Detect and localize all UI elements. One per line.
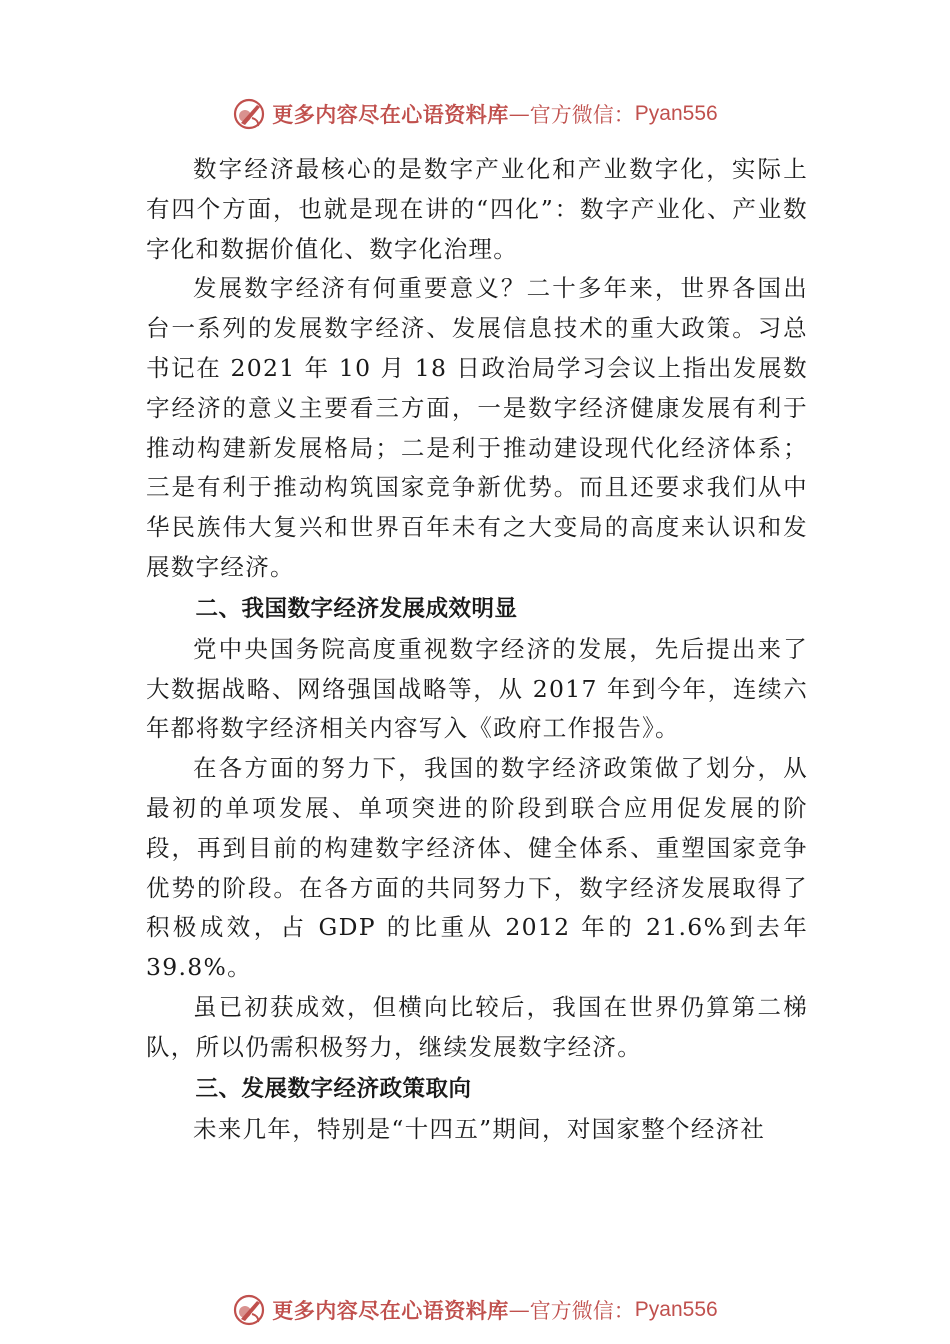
paragraph-significance: 发展数字经济有何重要意义？二十多年来，世界各国出台一系列的发展数字经济、发展信息技术的重大政策。习总书记在 2021 年 10 月 18 日政治局学习会议上指出发展数字经济的意义主要看三方面，一是数字经济健康发展有利于推动构建新发展格局；二是利于推动建设现代化经济体系；三是有利于推动构筑国家竞争新优势。而且还要求我们从中华民族伟大复兴和世界百年未有之大变局的高度来认识和发展数字经济。 [146,274,808,581]
brand-logo-icon [232,1293,266,1327]
paragraph-central-government: 党中央国务院高度重视数字经济的发展，先后提出来了大数据战略、网络强国战略等，从 2017 年到今年，连续六年都将数字经济相关内容写入《政府工作报告》。 [146,634,808,743]
header-watermark [0,94,950,134]
watermark-wechat-id: Pyan556 [634,1298,718,1321]
section-heading-achievements: 二、我国数字经济发展成效明显 [195,595,518,622]
document-body [146,150,808,1149]
watermark-wechat-id: Pyan556 [634,102,718,125]
paragraph-second-tier: 虽已初获成效，但横向比较后，我国在世界仍算第二梯队，所以仍需积极努力，继续发展数字经济。 [146,992,808,1061]
footer-watermark [0,1290,950,1330]
paragraph-next-years: 未来几年，特别是“十四五”期间，对国家整个经济社 [193,1114,766,1143]
watermark-title: 更多内容尽在心语资料库 [272,1298,509,1323]
watermark-dash: — [508,1298,530,1322]
watermark-dash: — [508,102,530,126]
watermark-wechat-label: 官方微信： [529,103,635,127]
paragraph-policy-stages: 在各方面的努力下，我国的数字经济政策做了划分，从最初的单项发展、单项突进的阶段到联合应用促发展的阶段，再到目前的构建数字经济体、健全体系、重塑国家竞争优势的阶段。在各方面的共同努力下，数字经济发展取得了积极成效，占 GDP 的比重从 2012 年的 21.6%到去年 39.8%。 [146,754,808,982]
watermark-title: 更多内容尽在心语资料库 [272,102,509,127]
paragraph-digital-economy-core: 数字经济最核心的是数字产业化和产业数字化，实际上有四个方面，也就是现在讲的“四化”：数字产业化、产业数字化和数据价值化、数字化治理。 [146,155,808,263]
section-heading-policy-direction: 三、发展数字经济政策取向 [195,1075,472,1102]
brand-logo-icon [232,97,266,131]
watermark-wechat-label: 官方微信： [529,1299,635,1323]
